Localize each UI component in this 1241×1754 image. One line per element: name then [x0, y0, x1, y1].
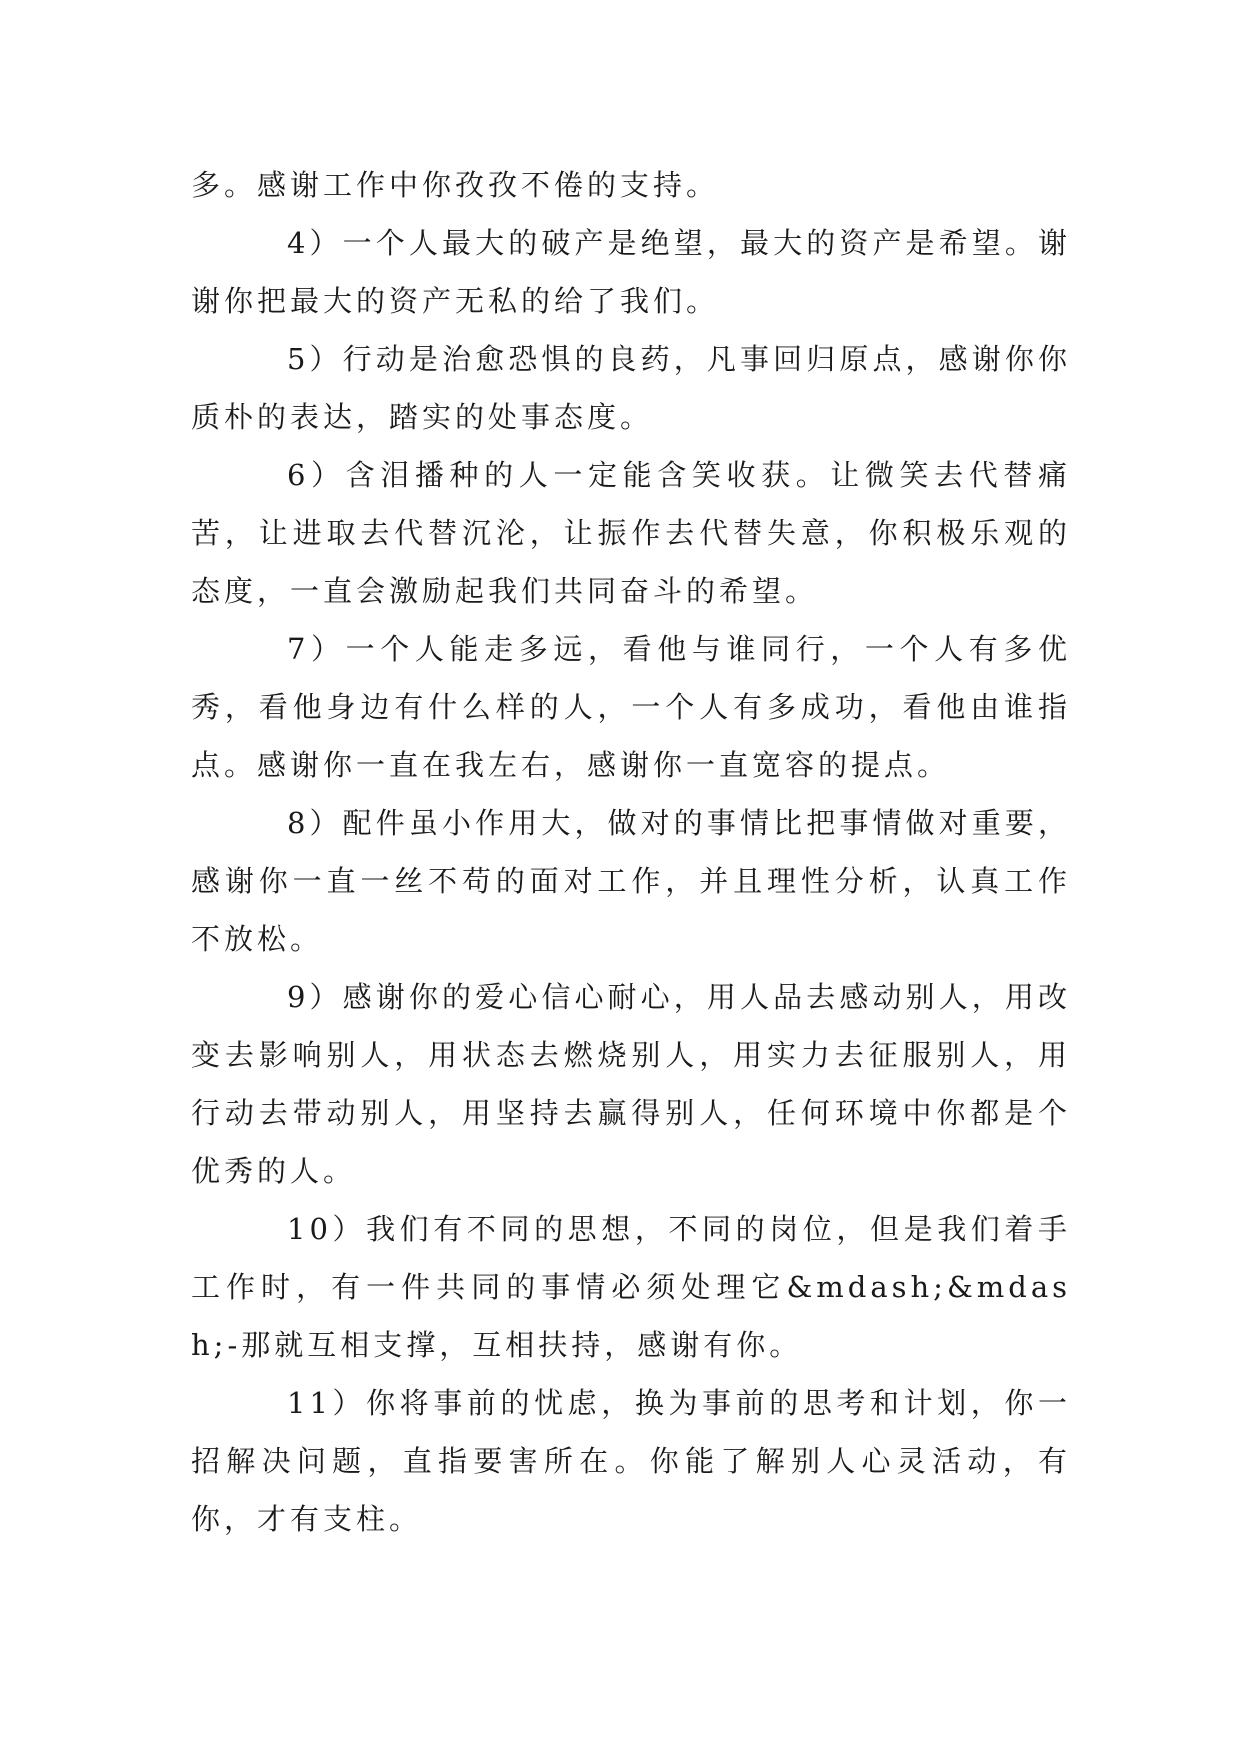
paragraph-6: 6）含泪播种的人一定能含笑收获。让微笑去代替痛苦，让进取去代替沉沦，让振作去代替失意，你积极乐观的态度，一直会激励起我们共同奋斗的希望。 — [191, 458, 1071, 608]
paragraph-9: 9）感谢你的爱心信心耐心，用人品去感动别人，用改变去影响别人，用状态去燃烧别人，用实力去征服别人，用行动去带动别人，用坚持去赢得别人，任何环境中你都是个优秀的人。 — [191, 980, 1071, 1188]
paragraph-11: 11）你将事前的忧虑，换为事前的思考和计划，你一招解决问题，直指要害所在。你能了解别人心灵活动，有你，才有支柱。 — [191, 1386, 1071, 1536]
paragraph-5: 5）行动是治愈恐惧的良药，凡事回归原点，感谢你你质朴的表达，踏实的处事态度。 — [191, 342, 1071, 434]
paragraph-10: 10）我们有不同的思想，不同的岗位，但是我们着手工作时，有一件共同的事情必须处理它&mdash;&mdash;-那就互相支撑，互相扶持，感谢有你。 — [191, 1212, 1071, 1362]
paragraph-8: 8）配件虽小作用大，做对的事情比把事情做对重要，感谢你一直一丝不苟的面对工作，并且理性分析，认真工作不放松。 — [191, 806, 1071, 956]
document-body — [191, 156, 1071, 1548]
paragraph-4: 4）一个人最大的破产是绝望，最大的资产是希望。谢谢你把最大的资产无私的给了我们。 — [191, 226, 1071, 318]
paragraph-7: 7）一个人能走多远，看他与谁同行，一个人有多优秀，看他身边有什么样的人，一个人有多成功，看他由谁指点。感谢你一直在我左右，感谢你一直宽容的提点。 — [191, 632, 1071, 782]
paragraph-continuation: 多。感谢工作中你孜孜不倦的支持。 — [191, 168, 720, 202]
